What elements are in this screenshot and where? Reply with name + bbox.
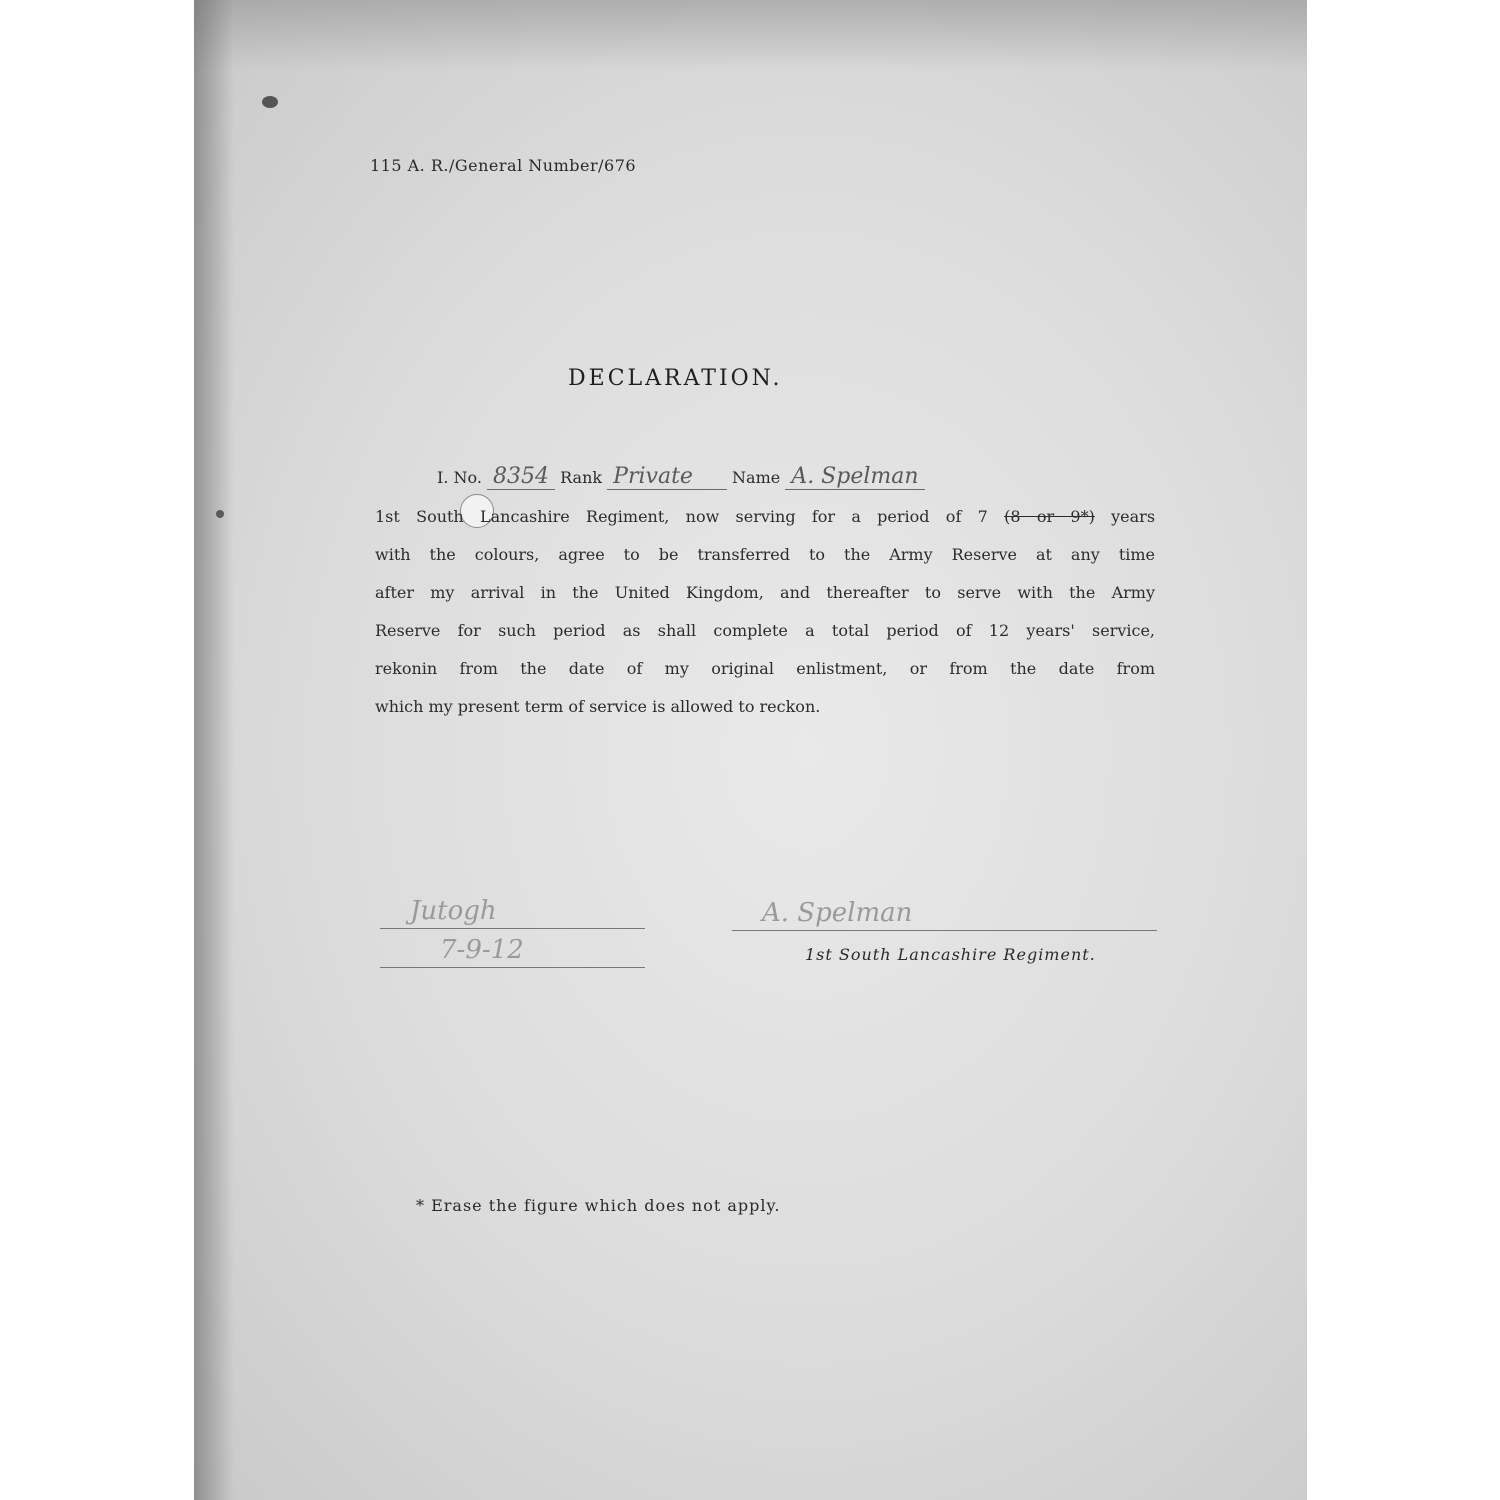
declaration-line: Reserve for such period as shall complete a total period of 12 years' service, <box>375 621 1155 640</box>
witness-place-handwriting: Jutogh <box>410 896 497 926</box>
declaration-line-2 <box>375 507 1155 526</box>
declaration-first-line <box>437 464 1157 489</box>
declaration-line: rekonin from the date of my original enlistment, or from the date from <box>375 659 1155 678</box>
declarant-signature: A. Spelman <box>762 898 913 928</box>
declarant-signature-line <box>732 892 1157 931</box>
rank-label: Rank <box>560 468 603 487</box>
ink-smudge <box>262 96 278 108</box>
struck-figures: (8 or 9*) <box>1004 507 1095 526</box>
line-2-end: years <box>1111 507 1156 526</box>
line-2-start: 1st South Lancashire Regiment, now serving for a period of 7 <box>375 507 988 526</box>
rank-field: Private <box>607 464 727 490</box>
document-page <box>194 0 1307 1500</box>
page-title: DECLARATION. <box>568 366 783 391</box>
declaration-line: after my arrival in the United Kingdom, and thereafter to serve with the Army <box>375 583 1155 602</box>
date-handwriting: 7-9-12 <box>440 935 524 965</box>
date-signature-line <box>380 929 645 968</box>
ink-smudge <box>216 510 224 518</box>
footnote: * Erase the figure which does not apply. <box>416 1196 781 1215</box>
service-number-field: 8354 <box>487 464 555 490</box>
declaration-line: which my present term of service is allowed to reckon. <box>375 697 821 716</box>
witness-signature-block <box>380 890 645 968</box>
name-label: Name <box>732 468 781 487</box>
name-field: A. Spelman <box>785 464 924 490</box>
witness-signature-line <box>380 890 645 929</box>
declaration-line: with the colours, agree to be transferred to the Army Reserve at any time <box>375 545 1155 564</box>
regiment-caption: 1st South Lancashire Regiment. <box>805 945 1096 964</box>
number-prefix: I. No. <box>437 468 482 487</box>
reference-number: 115 A. R./General Number/676 <box>370 156 637 175</box>
declarant-signature-block <box>732 892 1157 931</box>
